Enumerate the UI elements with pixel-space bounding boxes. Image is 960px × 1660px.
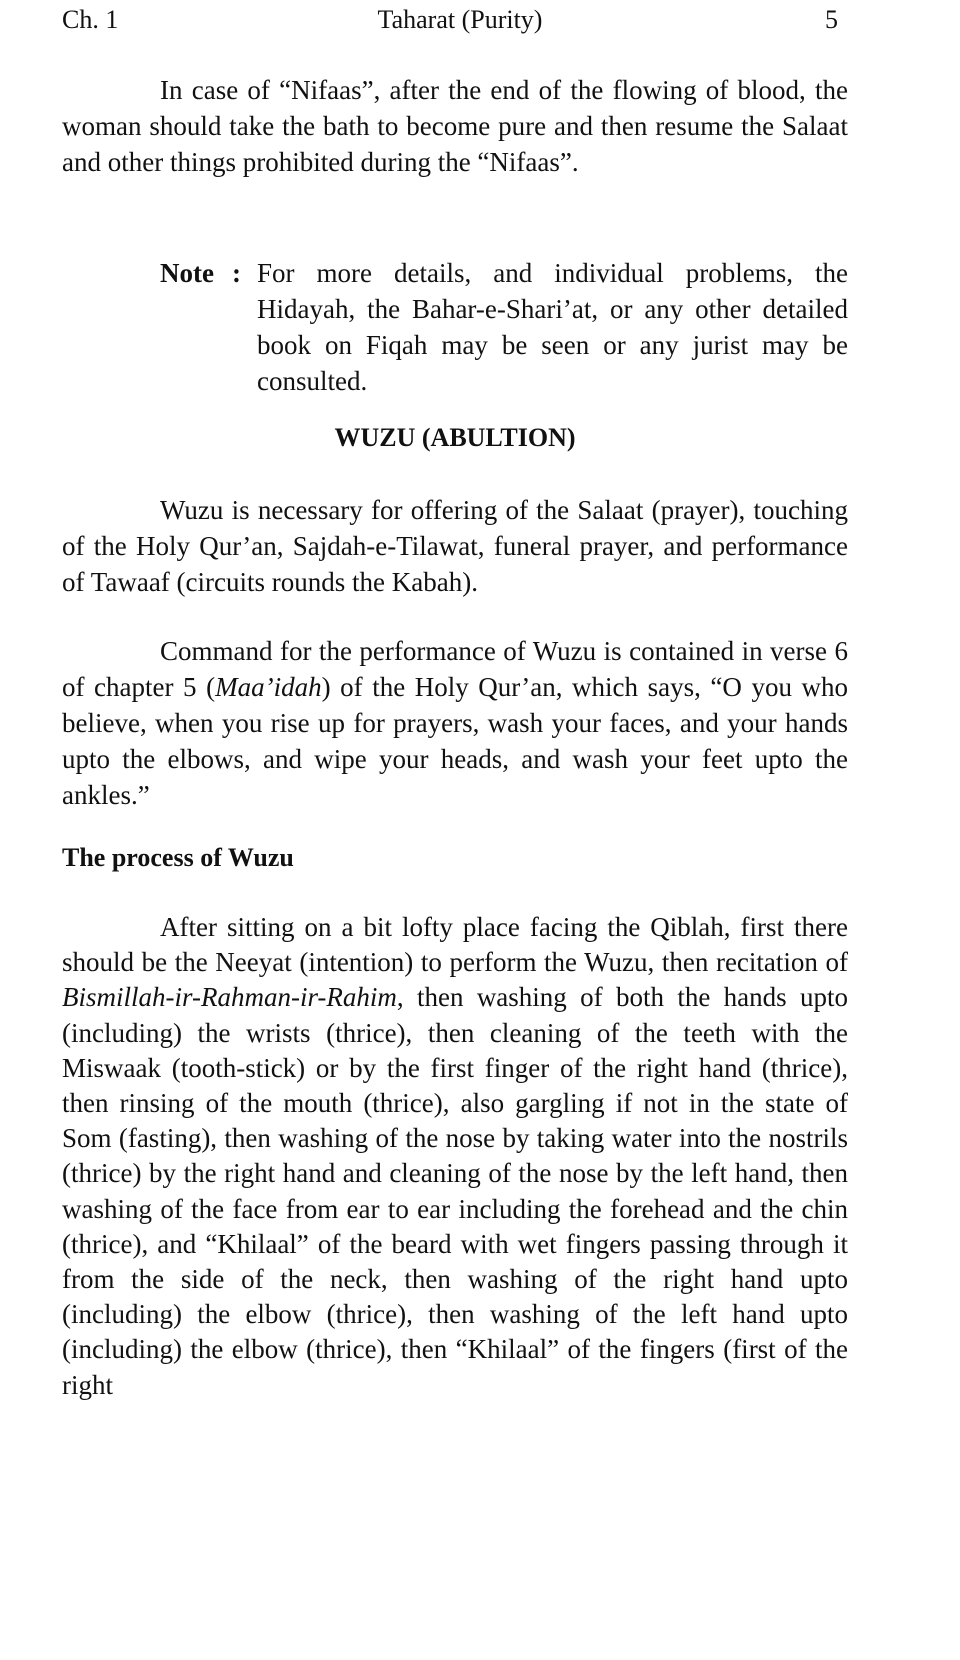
page-number: 5 xyxy=(825,5,838,34)
paragraph-nifaas: In case of “Nifaas”, after the end of the flowing of blood, the woman should take the bath to become pure and then resume the Salaat and other things prohibited during the “Nifaas”. xyxy=(62,75,848,177)
chapter-title: Taharat (Purity) xyxy=(377,5,543,34)
process-text-after: , then washing of both the hands upto (including) the wrists (thrice), then cleaning of the teeth with the Miswaak (tooth-stick) or by the first finger of the right hand (thrice), then rinsing of the mouth (thrice), also gargling if not in the state of Som (fasting), then washing of the nose by taking water into the nostrils (thrice) by the right hand and cleaning of the nose by the left hand, then washing of the face from ear to ear including the forehead and the chin (thrice), and “Khilaal” of the beard with wet fingers passing through it from the side of the neck, then washing of the right hand upto (including) the elbow (thrice), then washing of the left hand upto (including) the elbow (thrice), then “Khilaal” of the fingers (first of the right xyxy=(62,982,848,1400)
note-colon: : xyxy=(232,258,241,288)
surah-name: Maa’idah xyxy=(215,672,322,702)
paragraph-command xyxy=(62,633,848,813)
command-text-before: Command for the performance of Wuzu is contained in verse 6 of chapter 5 ( xyxy=(62,636,848,702)
paragraph-wuzu-necessary: Wuzu is necessary for offering of the Salaat (prayer), touching of the Holy Qur’an, Sajdah-e-Tilawat, funeral prayer, and performance of Tawaaf (circuits rounds the Kabah). xyxy=(62,495,848,597)
command-text-after: ) of the Holy Qur’an, which says, “O you who believe, when you rise up for prayers, wash your faces, and your hands upto the elbows, and wipe your heads, and wash your feet upto the ankles.” xyxy=(62,672,848,810)
note-label: Note xyxy=(160,258,214,288)
paragraph-process xyxy=(62,910,848,1403)
section-heading-wuzu: WUZU (ABULTION) xyxy=(334,423,576,452)
process-heading: The process of Wuzu xyxy=(62,843,294,872)
running-header xyxy=(62,2,858,38)
bismillah-phrase: Bismillah-ir-Rahman-ir-Rahim xyxy=(62,982,397,1013)
chapter-label: Ch. 1 xyxy=(62,5,119,34)
process-text-before: After sitting on a bit lofty place facing the Qiblah, first there should be the Neeyat (intention) to perform the Wuzu, then recitation of xyxy=(62,912,848,978)
note-text: For more details, and individual problems, the Hidayah, the Bahar-e-Shari’at, or any other detailed book on Fiqah may be seen or any jurist may be consulted. xyxy=(257,258,848,396)
